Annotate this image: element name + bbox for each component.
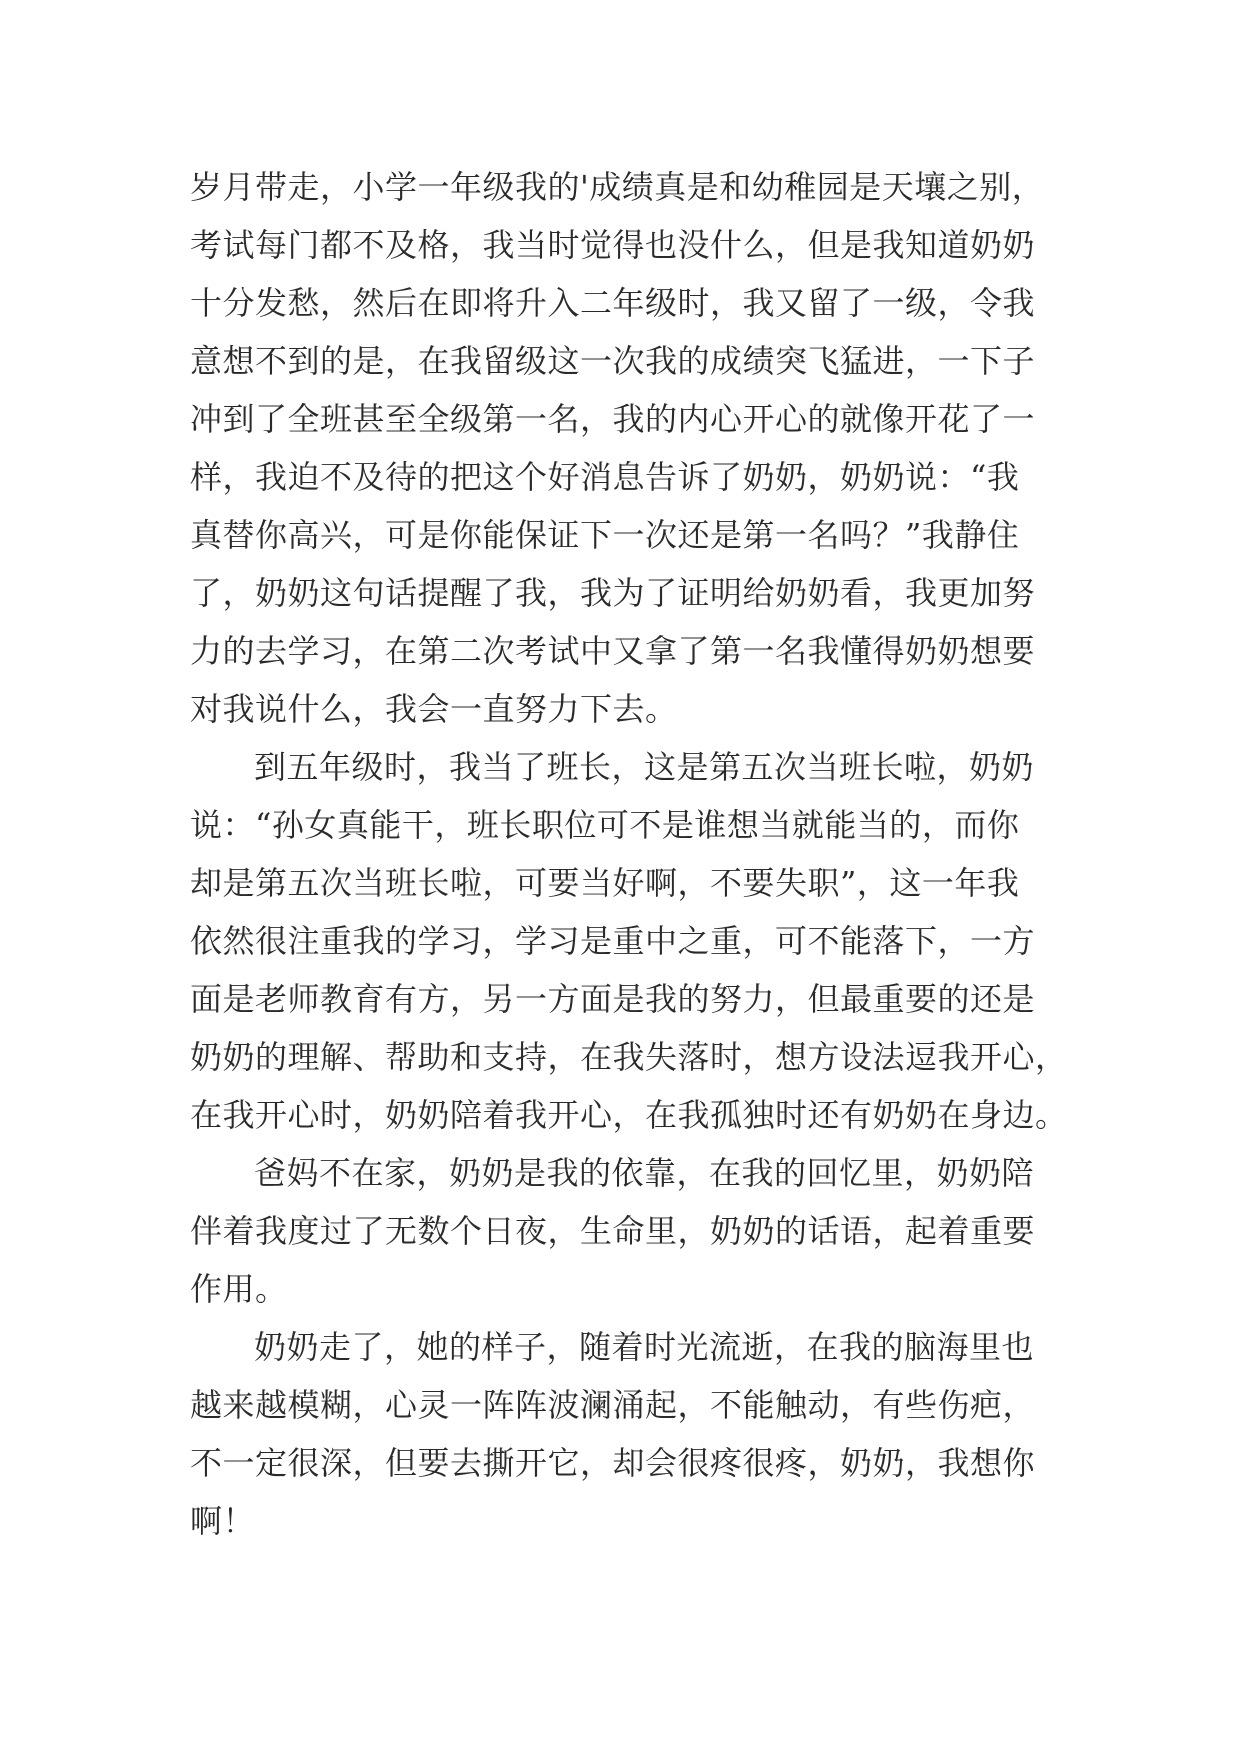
text-line: 越来越模糊，心灵一阵阵波澜涌起，不能触动，有些伤疤， xyxy=(190,1386,1036,1424)
text-line: 在我开心时，奶奶陪着我开心，在我孤独时还有奶奶在身边。 xyxy=(190,1096,1068,1134)
body-text xyxy=(190,158,1068,1550)
paragraph-first-line: 到五年级时，我当了班长，这是第五次当班长啦，奶奶 xyxy=(254,748,1035,786)
text-line: 对我说什么，我会一直努力下去。 xyxy=(190,690,678,728)
text-line: 意想不到的是，在我留级这一次我的成绩突飞猛进，一下子 xyxy=(190,342,1036,380)
text-line: 样，我迫不及待的把这个好消息告诉了奶奶，奶奶说：“我 xyxy=(190,458,1020,496)
text-line: 真替你高兴，可是你能保证下一次还是第一名吗？”我静住 xyxy=(190,516,1020,554)
text-line: 了，奶奶这句话提醒了我，我为了证明给奶奶看，我更加努 xyxy=(190,574,1036,612)
paragraph-first-line: 爸妈不在家，奶奶是我的依靠，在我的回忆里，奶奶陪 xyxy=(254,1154,1035,1192)
text-line: 依然很注重我的学习，学习是重中之重，可不能落下，一方 xyxy=(190,922,1036,960)
text-line: 啊！ xyxy=(190,1502,256,1540)
text-line: 却是第五次当班长啦，可要当好啊，不要失职”，这一年我 xyxy=(190,864,1020,902)
text-line: 冲到了全班甚至全级第一名，我的内心开心的就像开花了一 xyxy=(190,400,1036,438)
text-line: 考试每门都不及格，我当时觉得也没什么，但是我知道奶奶 xyxy=(190,226,1036,264)
text-line: 十分发愁，然后在即将升入二年级时，我又留了一级，令我 xyxy=(190,284,1036,322)
text-line: 力的去学习，在第二次考试中又拿了第一名我懂得奶奶想要 xyxy=(190,632,1036,670)
text-line: 伴着我度过了无数个日夜，生命里，奶奶的话语，起着重要 xyxy=(190,1212,1036,1250)
text-line: 面是老师教育有方，另一方面是我的努力，但最重要的还是 xyxy=(190,980,1036,1018)
text-line: 作用。 xyxy=(190,1270,288,1308)
text-line: 岁月带走，小学一年级我的'成绩真是和幼稚园是天壤之别， xyxy=(190,168,1045,206)
text-line: 不一定很深，但要去撕开它，却会很疼很疼，奶奶，我想你 xyxy=(190,1444,1036,1482)
text-line: 说：“孙女真能干，班长职位可不是谁想当就能当的，而你 xyxy=(190,806,1020,844)
text-line: 奶奶的理解、帮助和支持，在我失落时，想方设法逗我开心， xyxy=(190,1038,1068,1076)
paragraph-first-line: 奶奶走了，她的样子，随着时光流逝，在我的脑海里也 xyxy=(254,1328,1035,1366)
